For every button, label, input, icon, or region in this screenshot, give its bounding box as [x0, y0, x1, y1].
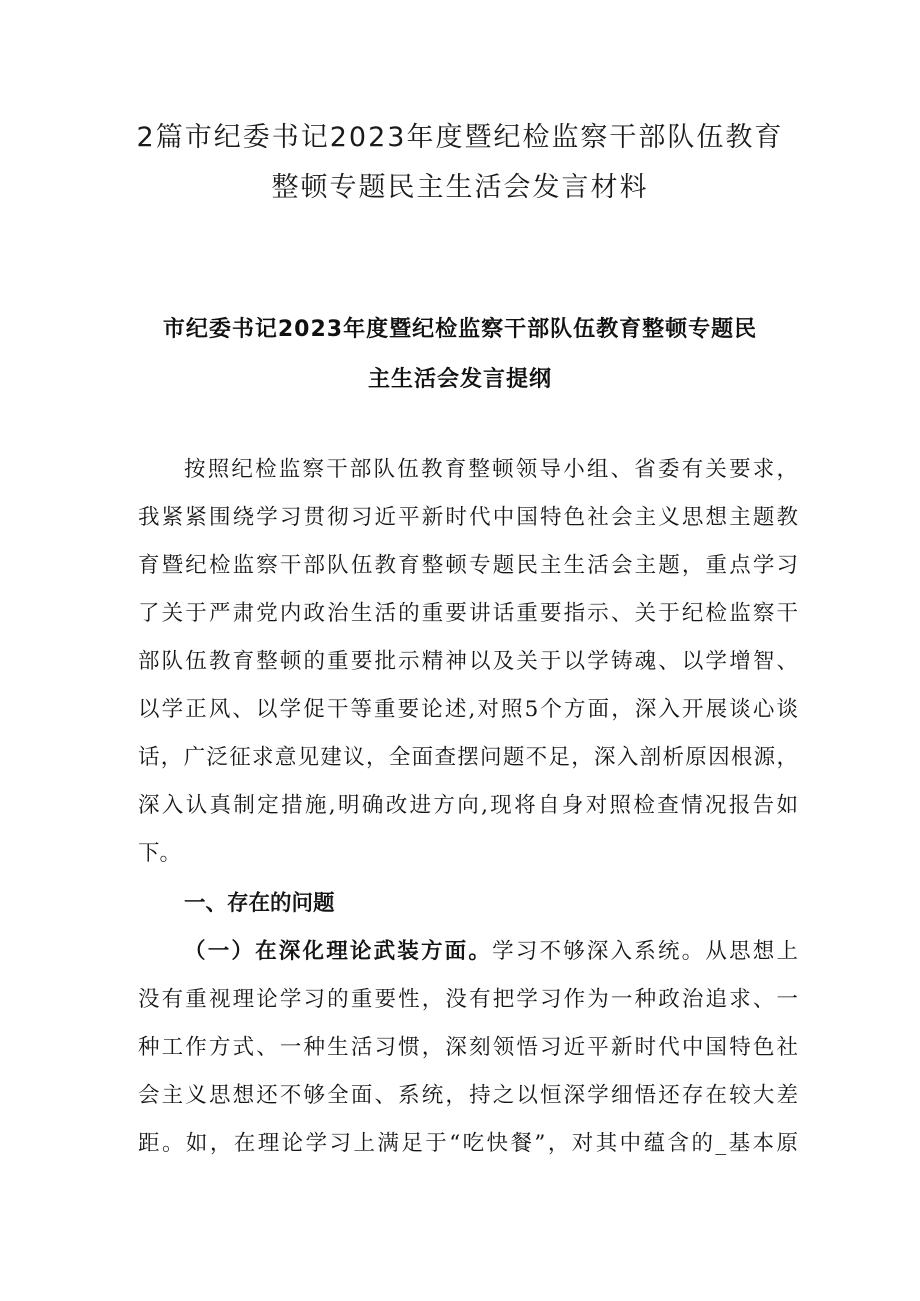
item-1-line: 距。如，在理论学习上满足于“吃快餐”，对其中蕴含的_基本原 — [138, 1131, 798, 1156]
intro-line: 话，广泛征求意见建议，全面查摆问题不足，深入剖析原因根源， — [138, 745, 798, 770]
intro-line: 按照纪检监察干部队伍教育整顿领导小组、省委有关要求， — [184, 457, 798, 482]
main-title-line-2: 整顿专题民主生活会发言材料 — [271, 172, 649, 203]
intro-line: 下。 — [138, 841, 182, 866]
item-1-first-line — [184, 937, 798, 967]
sub-title-line-2: 主生活会发言提纲 — [367, 367, 552, 392]
item-1-line: 种工作方式、一种生活习惯，深刻领悟习近平新时代中国特色社 — [138, 1035, 798, 1060]
item-1-first-line-rest: 学习不够深入系统。从思想上 — [492, 939, 798, 964]
item-1-line: 没有重视理论学习的重要性，没有把学习作为一种政治追求、一 — [138, 987, 798, 1012]
section-heading: 一、存在的问题 — [184, 891, 335, 916]
intro-line: 育暨纪检监察干部队伍教育整顿专题民主生活会主题，重点学习 — [138, 553, 798, 578]
intro-line: 以学正风、以学促干等重要论述,对照5个方面，深入开展谈心谈 — [138, 697, 798, 722]
intro-line: 部队伍教育整顿的重要批示精神以及关于以学铸魂、以学增智、 — [138, 649, 798, 674]
intro-line: 我紧紧围绕学习贯彻习近平新时代中国特色社会主义思想主题教 — [138, 505, 798, 530]
item-1-line: 会主义思想还不够全面、系统，持之以恒深学细悟还存在较大差 — [138, 1083, 798, 1108]
item-1-bold-lead: （一）在深化理论武装方面。 — [184, 939, 493, 964]
intro-line: 了关于严肃党内政治生活的重要讲话重要指示、关于纪检监察干 — [138, 601, 798, 626]
main-title-line-1: 2篇市纪委书记2023年度暨纪检监察干部队伍教育 — [136, 122, 784, 153]
sub-title-line-1: 市纪委书记2023年度暨纪检监察干部队伍教育整顿专题民 — [162, 317, 758, 342]
intro-line: 深入认真制定措施,明确改进方向,现将自身对照检查情况报告如 — [138, 793, 798, 818]
